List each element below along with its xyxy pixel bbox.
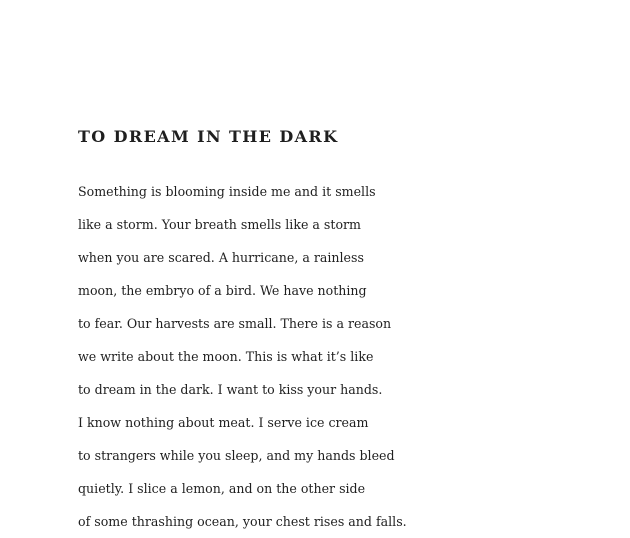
- poem-line: moon, the embryo of a bird. We have nothing: [78, 283, 367, 298]
- poem-title: TO DREAM IN THE DARK: [78, 127, 339, 146]
- poem-lines: [78, 175, 407, 538]
- poem-line: we write about the moon. This is what it’s like: [78, 349, 374, 364]
- poem-line: quietly. I slice a lemon, and on the other side: [78, 481, 366, 496]
- poem-line: Something is blooming inside me and it smells: [78, 184, 376, 199]
- poem-line: when you are scared. A hurricane, a rainless: [78, 250, 364, 265]
- poem-line: to fear. Our harvests are small. There is a reason: [78, 316, 392, 331]
- poem-line: I know nothing about meat. I serve ice cream: [78, 415, 369, 430]
- poem-line: like a storm. Your breath smells like a storm: [78, 217, 361, 232]
- poem-line: of some thrashing ocean, your chest rises and falls.: [78, 514, 407, 529]
- poem-line: to dream in the dark. I want to kiss your hands.: [78, 382, 383, 397]
- poem-line: to strangers while you sleep, and my hands bleed: [78, 448, 395, 463]
